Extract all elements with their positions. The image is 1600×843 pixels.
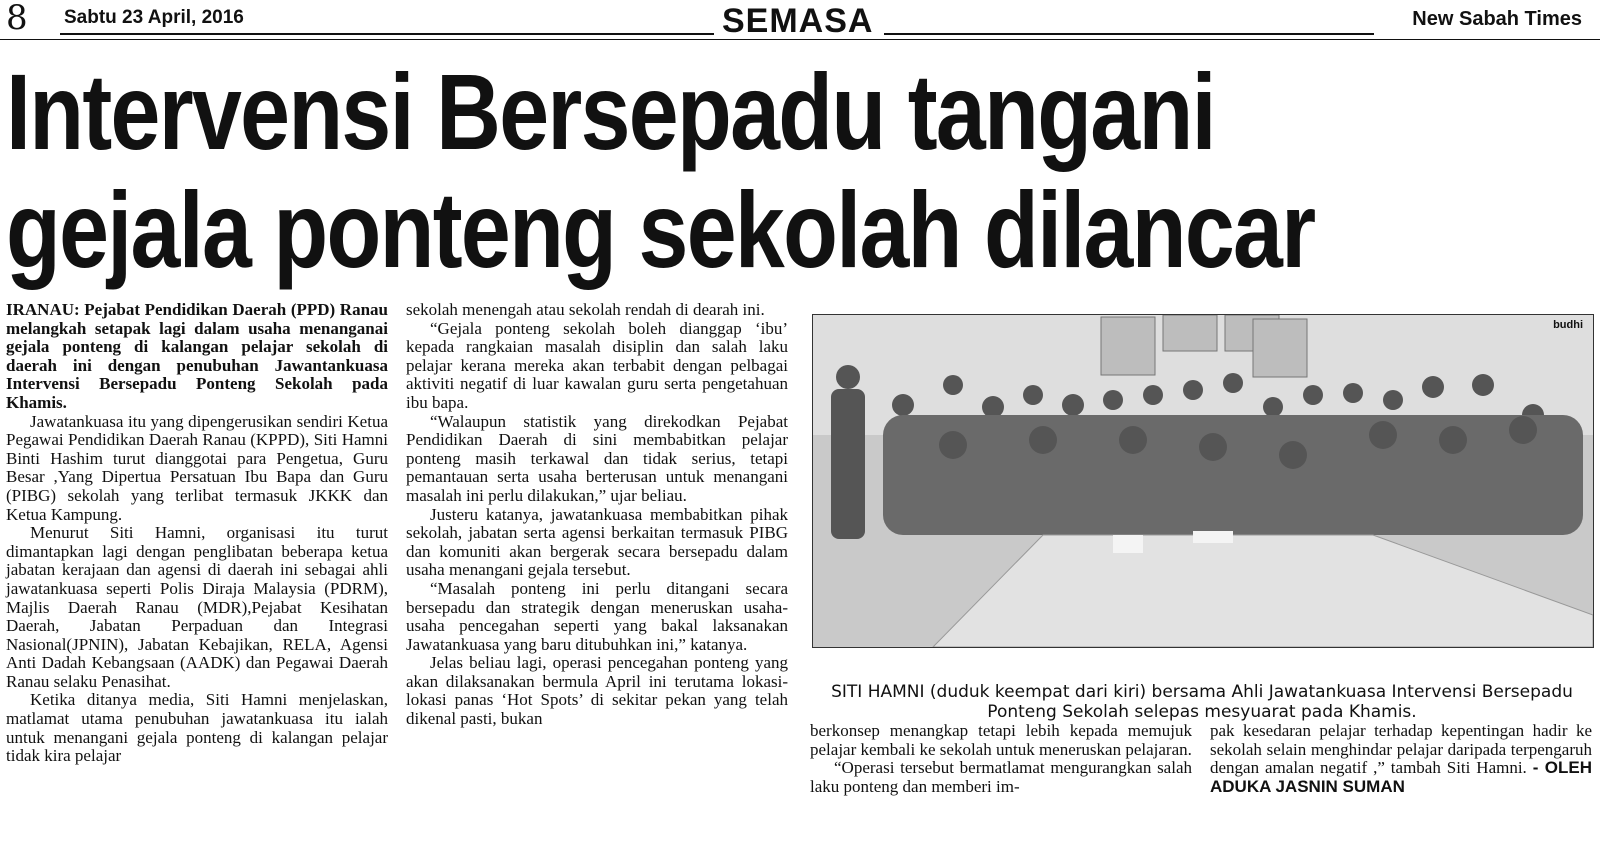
section-title: SEMASA — [722, 2, 874, 40]
photo-illustration — [813, 315, 1593, 647]
body-paragraph: Jelas beliau lagi, operasi pencegahan ponteng yang akan dilaksanakan bermula April ini terutama lokasi-lokasi panas ‘Hot Spots’ di sekitar pekan yang telah dikenal pasti, bukan — [406, 653, 788, 729]
group-photo — [812, 314, 1594, 648]
body-paragraph — [1210, 722, 1592, 796]
photo-caption: SITI HAMNI (duduk keempat dari kiri) bersama Ahli Jawatankuasa Intervensi Bersepadu Ponteng Sekolah selepas mesyuarat pada Khamis. — [831, 682, 1573, 722]
body-paragraph: Justeru katanya, jawatankuasa membabitkan pihak sekolah, jabatan serta agensi berkaitan termasuk PIBG dan komuniti akan bergerak secara bersepadu dalam usaha menangani gejala tersebut. — [406, 504, 788, 580]
headline-line-2: gejala ponteng sekolah dilancar — [6, 169, 1315, 290]
page-number: 8 — [6, 0, 28, 38]
body-paragraph: “Walaupun statistik yang direkodkan Pejabat Pendidikan Daerah di sini membabitkan pelajar ponteng masih terkawal dan tidak serius, tetapi pemantauan serta usaha berterusan untuk menangani masalah ini perlu dilakukan,” ujar beliau. — [406, 411, 788, 505]
body-paragraph: “Masalah ponteng ini perlu ditangani secara bersepadu dan strategik dengan meneruskan usaha-usaha pencegahan seperti yang bakal laksanakan Jawatankuasa yang baru ditubuhkan ini,” katanya. — [406, 578, 788, 654]
article-column-3 — [810, 722, 1192, 796]
article-column-2 — [406, 301, 788, 729]
body-paragraph: berkonsep menangkap tetapi lebih kepada memujuk pelajar kembali ke sekolah untuk meneruskan pelajaran. — [810, 721, 1192, 759]
closing-text: pak kesedaran pelajar terhadap kepentingan hadir ke sekolah selain menghindar pelajar daripada terpengaruh dengan amalan negatif ,” tambah Siti Hamni. — [1210, 721, 1592, 778]
body-paragraph: “Operasi tersebut bermatlamat mengurangkan salah laku ponteng dan memberi im- — [810, 758, 1192, 796]
header-rule-right — [884, 33, 1374, 35]
header-rule-left — [60, 33, 714, 35]
issue-date: Sabtu 23 April, 2016 — [64, 7, 244, 28]
publication-name: New Sabah Times — [1412, 8, 1582, 30]
body-paragraph: sekolah menengah atau sekolah rendah di dearah ini. — [406, 300, 765, 319]
body-paragraph: Jawatankuasa itu yang dipengerusikan sendiri Ketua Pegawai Pendidikan Daerah Ranau (KPPD), Siti Hamni Binti Hashim turut dianggotai para Pengetua, Guru Besar ,Yang Dipertua Persatuan Ibu Bapa dan Guru (PIBG) sekolah yang terlibat termasuk JKKK dan Ketua Kampung. — [6, 411, 388, 524]
photo-credit: budhi — [1553, 319, 1583, 331]
article-column-1 — [6, 301, 388, 766]
header-underline — [0, 39, 1600, 40]
article-column-4 — [1210, 722, 1592, 796]
byline: - OLEH ADUKA JASNIN SUMAN — [1210, 758, 1593, 796]
body-paragraph: “Gejala ponteng sekolah boleh dianggap ‘ibu’ kepada rangkaian masalah disiplin dan salah laku pelajar kerana mereka akan terbabit dengan pelbagai aktiviti negatif di luar kawalan guru serta pengetahuan ibu bapa. — [406, 318, 788, 412]
body-paragraph: Menurut Siti Hamni, organisasi itu turut dimantapkan lagi dengan penglibatan beberapa ketua jabatan kerajaan dan agensi di daerah ini sebagai ahli jawatankuasa seperti Polis Diraja Malaysia (PDRM), Majlis Daerah Ranau (MDR),Pejabat Kesihatan Daerah, Jabatan Perpaduan dan Integrasi Nasional(JPNIN), Jabatan Kebajikan, RELA, Agensi Anti Dadah Kebangsaan (AADK) dan Pegawai Daerah Ranau selaku Penasihat. — [6, 523, 388, 691]
body-paragraph: Ketika ditanya media, Siti Hamni menjelaskan, matlamat utama penubuhan jawatankuasa itu ialah untuk menangani gejala ponteng di kalangan pelajar tidak kira pelajar — [6, 690, 388, 766]
headline-line-1: Intervensi Bersepadu tangani — [6, 51, 1215, 172]
lead-paragraph: IRANAU: Pejabat Pendidikan Daerah (PPD) Ranau melangkah setapak lagi dalam usaha menanganai gejala ponteng di kalangan pelajar sekolah di daerah ini dengan penubuhan Jawantankuasa Intervensi Bersepadu Ponteng Sekolah pada Khamis. — [6, 300, 388, 412]
